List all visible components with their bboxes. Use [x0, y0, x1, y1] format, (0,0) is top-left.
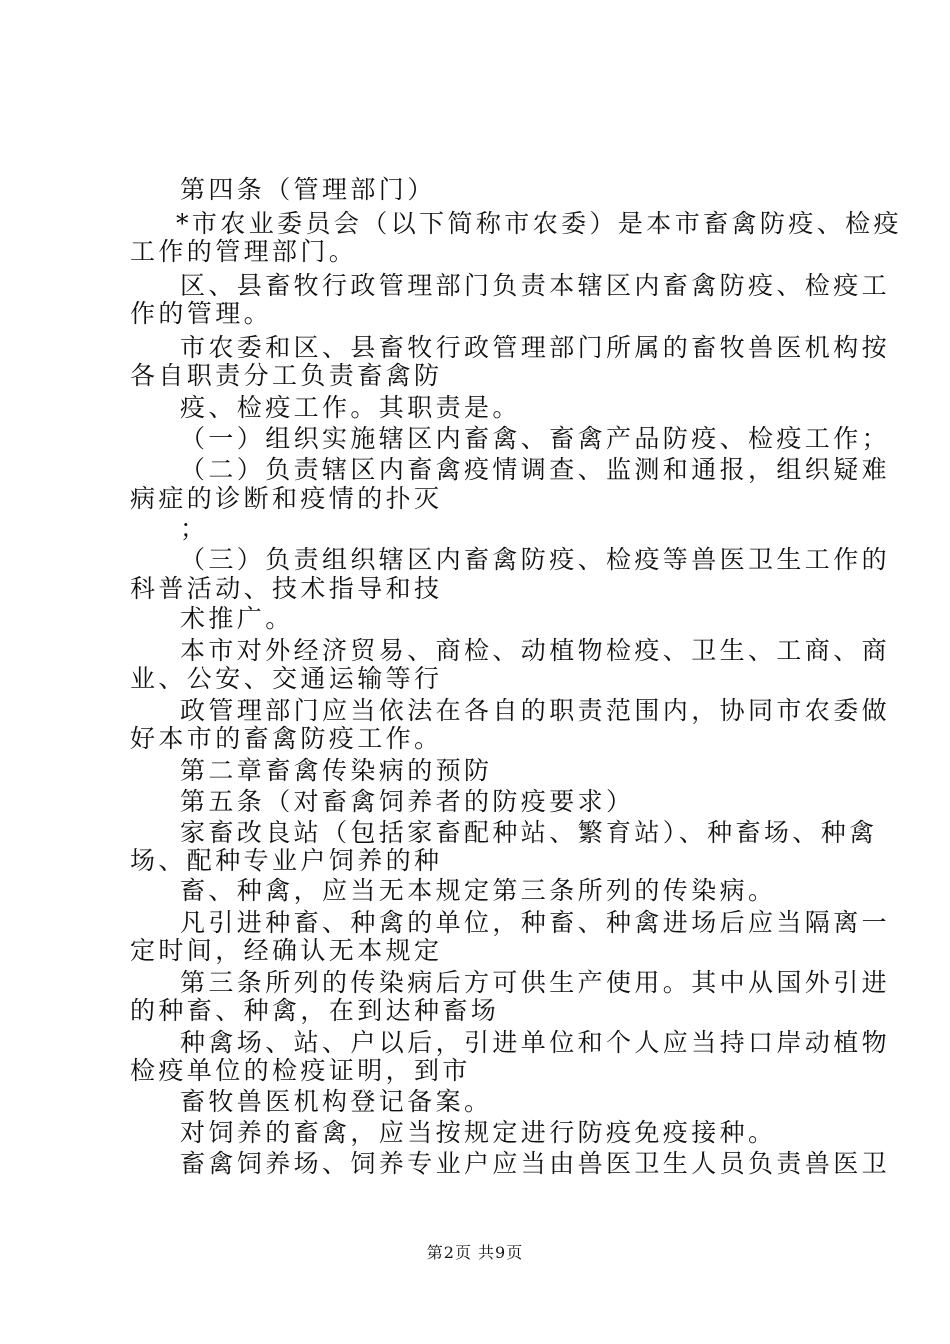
text-line: 畜禽饲养场、饲养专业户应当由兽医卫生人员负责兽医卫: [180, 1149, 891, 1178]
page-number-footer: 第2页 共9页: [426, 1243, 524, 1262]
text-line: 种禽场、站、户以后，引进单位和个人应当持口岸动植物: [180, 1028, 891, 1057]
text-line: 畜、种禽，应当无本规定第三条所列的传染病。: [180, 876, 777, 905]
text-line: 业、公安、交通运输等行: [130, 664, 443, 693]
text-line: 病症的诊断和疫情的扑灭: [130, 484, 443, 513]
text-line: 第三条所列的传染病后方可供生产使用。其中从国外引进: [180, 968, 891, 997]
text-line: 场、配种专业户饲养的种: [130, 846, 443, 875]
text-line: 定时间，经确认无本规定: [130, 936, 443, 965]
text-line: （一）组织实施辖区内畜禽、畜禽产品防疫、检疫工作；: [180, 424, 891, 453]
text-line: 区、县畜牧行政管理部门负责本辖区内畜禽防疫、检疫工: [180, 271, 891, 300]
text-line: 工作的管理部门。: [130, 237, 358, 266]
text-line: 检疫单位的检疫证明，到市: [130, 1056, 471, 1085]
text-line: （二）负责辖区内畜禽疫情调查、监测和通报，组织疑难: [180, 455, 891, 484]
text-line: 的种畜、种禽，在到达种畜场: [130, 996, 500, 1025]
text-line: 本市对外经济贸易、商检、动植物检疫、卫生、工商、商: [180, 636, 891, 665]
text-line: 科普活动、技术指导和技: [130, 574, 443, 603]
text-line: 疫、检疫工作。其职责是。: [180, 393, 521, 422]
text-line: 第四条（管理部门）: [180, 175, 436, 204]
text-line: ；: [180, 514, 209, 543]
text-line: 各自职责分工负责畜禽防: [130, 361, 443, 390]
text-line: 术推广。: [180, 604, 294, 633]
text-line: 政管理部门应当依法在各自的职责范围内，协同市农委做: [180, 696, 891, 725]
text-line: 对饲养的畜禽，应当按规定进行防疫免疫接种。: [180, 1118, 777, 1147]
text-line: 第五条（对畜禽饲养者的防疫要求）: [180, 787, 635, 816]
text-line: 市农委和区、县畜牧行政管理部门所属的畜牧兽医机构按: [180, 333, 891, 362]
text-line: 凡引进种畜、种禽的单位，种畜、种禽进场后应当隔离一: [180, 908, 891, 937]
text-line: *市农业委员会（以下简称市农委）是本市畜禽防疫、检疫: [176, 209, 902, 238]
text-line: 家畜改良站（包括家畜配种站、繁育站）、种畜场、种禽: [180, 818, 878, 847]
text-line: 畜牧兽医机构登记备案。: [180, 1087, 493, 1116]
text-line: 作的管理。: [130, 299, 273, 328]
text-line: 好本市的畜禽防疫工作。: [130, 724, 443, 753]
text-line: （三）负责组织辖区内畜禽防疫、检疫等兽医卫生工作的: [180, 545, 891, 574]
text-line: 第二章畜禽传染病的预防: [180, 756, 493, 785]
